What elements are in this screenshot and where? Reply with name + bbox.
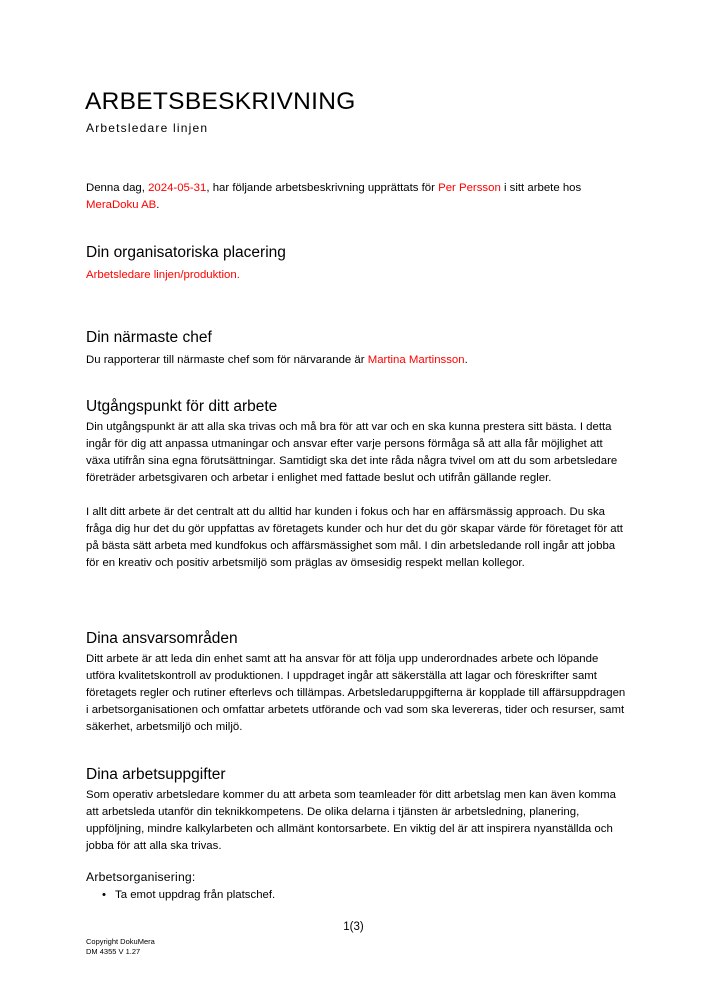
tasks-section <box>86 765 626 904</box>
manager-heading: Din närmaste chef <box>86 329 212 346</box>
starting-point-paragraph-1: Din utgångspunkt är att alla ska trivas och må bra för att var och en ska kunna prestera sitt bästa. I detta ingår för dig att anpassa utmaningar och ansvar efter varje persons förmåga så att alla får möjlighet att växa utifrån sina egna förutsättningar. Samtidigt ska det inte råda några tvivel om att du som arbetsledare företräder arbetsgivaren och arbetar i enlighet med fattade beslut och utifrån gällande regler. <box>86 421 618 484</box>
employee-name-field: Per Persson <box>438 182 501 194</box>
page-number: 1(3) <box>343 921 364 933</box>
tasks-paragraph: Som operativ arbetsledare kommer du att arbeta som teamleader för ditt arbetslag men kan även komma att arbetsleda utanför din teknikkompetens. De olika delarna i tjänsten är arbetsledning, planering, uppföljning, mindre kalkylarbeten och allmänt kontorsarbete. En viktig del är att inspirera nyanställda och jobba för att alla ska trivas. <box>86 789 616 852</box>
placement-section <box>86 243 626 284</box>
starting-point-section <box>86 397 626 572</box>
document-id: DM 4355 V 1.27 <box>86 947 141 956</box>
placement-heading: Din organisatoriska placering <box>86 244 286 261</box>
manager-paragraph: Du rapporterar till närmaste chef som för närvarande är Martina Martinsson. <box>86 354 468 366</box>
date-field: 2024-05-31 <box>148 182 207 194</box>
copyright-text: Copyright DokuMera <box>86 937 155 946</box>
starting-point-heading: Utgångspunkt för ditt arbete <box>86 398 278 415</box>
intro-section <box>86 180 626 214</box>
tasks-heading: Dina arbetsuppgifter <box>86 766 226 783</box>
work-organization-subheading: Arbetsorganisering: <box>86 870 196 884</box>
list-item: • Ta emot uppdrag från platschef. <box>86 887 626 904</box>
placement-value: Arbetsledare linjen/produktion. <box>86 269 240 281</box>
bullet-icon: • <box>102 889 106 901</box>
responsibilities-section <box>86 629 626 736</box>
manager-name-field: Martina Martinsson <box>367 354 465 366</box>
intro-paragraph: Denna dag, 2024-05-31, har följande arbetsbeskrivning upprättats för Per Persson i sitt arbete hos MeraDoku AB. <box>86 182 582 211</box>
starting-point-paragraph-2: I allt ditt arbete är det centralt att du alltid har kunden i fokus och har en affärsmässig approach. Du ska fråga dig hur det du gör uppfattas av företagets kunder och hur det du gör skapar värde för företaget för att på bästa sätt arbeta med kundfokus och affärsmässighet som mål. I din arbetsledande roll ingår att jobba för en kreativ och positiv arbetsmiljö som präglas av ömsesidig respekt mellan kollegor. <box>86 506 623 569</box>
document-title: ARBETSBESKRIVNING <box>85 88 356 115</box>
manager-section <box>86 328 626 369</box>
responsibilities-paragraph: Ditt arbete är att leda din enhet samt att ha ansvar för att följa upp underordnades arbete och löpande utföra kvalitetskontroll av produktionen. I uppdraget ingår att säkerställa att lagar och föreskrifter samt företagets regler och rutiner efterlevs och tillämpas. Arbetsledaruppgifterna är kopplade till affärsuppdragen i arbetsorganisationen och omfattar arbetets utförande och vad som ska levereras, tider och resurser, samt säkerhet, arbetsmiljö och miljö. <box>86 653 626 733</box>
document-subtitle: Arbetsledare linjen <box>86 121 209 135</box>
responsibilities-heading: Dina ansvarsområden <box>86 630 238 647</box>
company-name-field: MeraDoku AB <box>86 199 157 211</box>
